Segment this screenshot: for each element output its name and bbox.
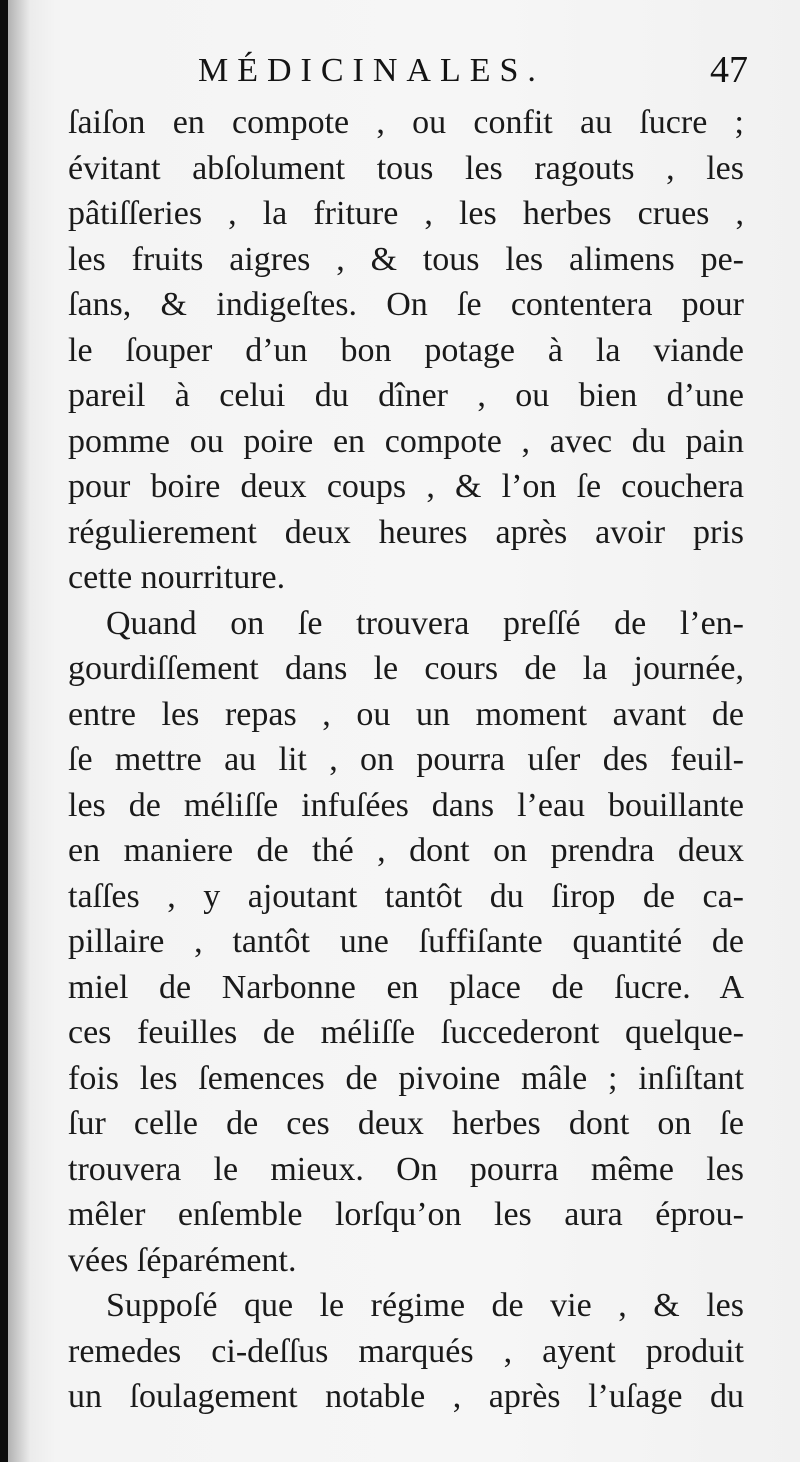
text-line: pomme ou poire en compote , avec du pain [68, 422, 744, 460]
text-line: pâtiſſeries , la friture , les herbes crues , [68, 195, 744, 232]
text-line: en maniere de thé , dont on prendra deux [68, 832, 744, 869]
text-line: ſur celle de ces deux herbes dont on ſe [68, 1105, 744, 1142]
text-line: le ſouper d’un bon potage à la viande [68, 331, 744, 369]
running-head [58, 46, 748, 106]
text-line: taſſes , y ajoutant tantôt du ſirop de ca- [68, 877, 744, 915]
text-line: vées ſéparément. [68, 1241, 297, 1279]
book-page [8, 0, 800, 1462]
text-line: ces feuilles de méliſſe ſuccederont quelque- [68, 1014, 744, 1051]
text-line: trouvera le mieux. On pourra même les [68, 1150, 744, 1188]
text-line: ſe mettre au lit , on pourra uſer des feuil- [68, 741, 744, 778]
text-line: gourdiſſement dans le cours de la journée, [68, 650, 744, 687]
text-line: pour boire deux coups , & l’on ſe couchera [68, 468, 744, 505]
body-text [68, 100, 744, 1420]
gutter-shadow [8, 0, 30, 1462]
text-line: fois les ſemences de pivoine mâle ; inſiſtant [68, 1059, 744, 1097]
text-line: pillaire , tantôt une ſuffiſante quantité de [68, 923, 744, 960]
text-line: un ſoulagement notable , après l’uſage du [68, 1378, 744, 1415]
text-line: ſans, & indigeſtes. On ſe contentera pour [68, 286, 744, 323]
text-line: Quand on ſe trouvera preſſé de l’en- [106, 604, 744, 642]
text-line: évitant abſolument tous les ragouts , les [68, 149, 744, 187]
text-line: entre les repas , ou un moment avant de [68, 695, 744, 733]
text-line: pareil à celui du dîner , ou bien d’une [68, 377, 744, 414]
paragraph-3 [68, 1283, 744, 1420]
text-line: les fruits aigres , & tous les alimens pe- [68, 240, 744, 278]
text-line: mêler enſemble lorſqu’on les aura éprou- [68, 1196, 744, 1233]
text-line: les de méliſſe infuſées dans l’eau bouillante [68, 786, 744, 824]
text-line: miel de Narbonne en place de ſucre. A [68, 968, 744, 1006]
page-number: 47 [710, 49, 748, 91]
running-title: MÉDICINALES. [198, 52, 545, 89]
paragraph-1 [68, 100, 744, 601]
paragraph-2 [68, 601, 744, 1284]
text-line: cette nourriture. [68, 559, 286, 596]
text-line: ſaiſon en compote , ou confit au ſucre ; [68, 104, 744, 141]
text-line: Suppoſé que le régime de vie , & les [106, 1287, 744, 1324]
text-line: régulierement deux heures après avoir pris [68, 513, 744, 551]
text-line: remedes ci-deſſus marqués , ayent produit [68, 1332, 744, 1370]
